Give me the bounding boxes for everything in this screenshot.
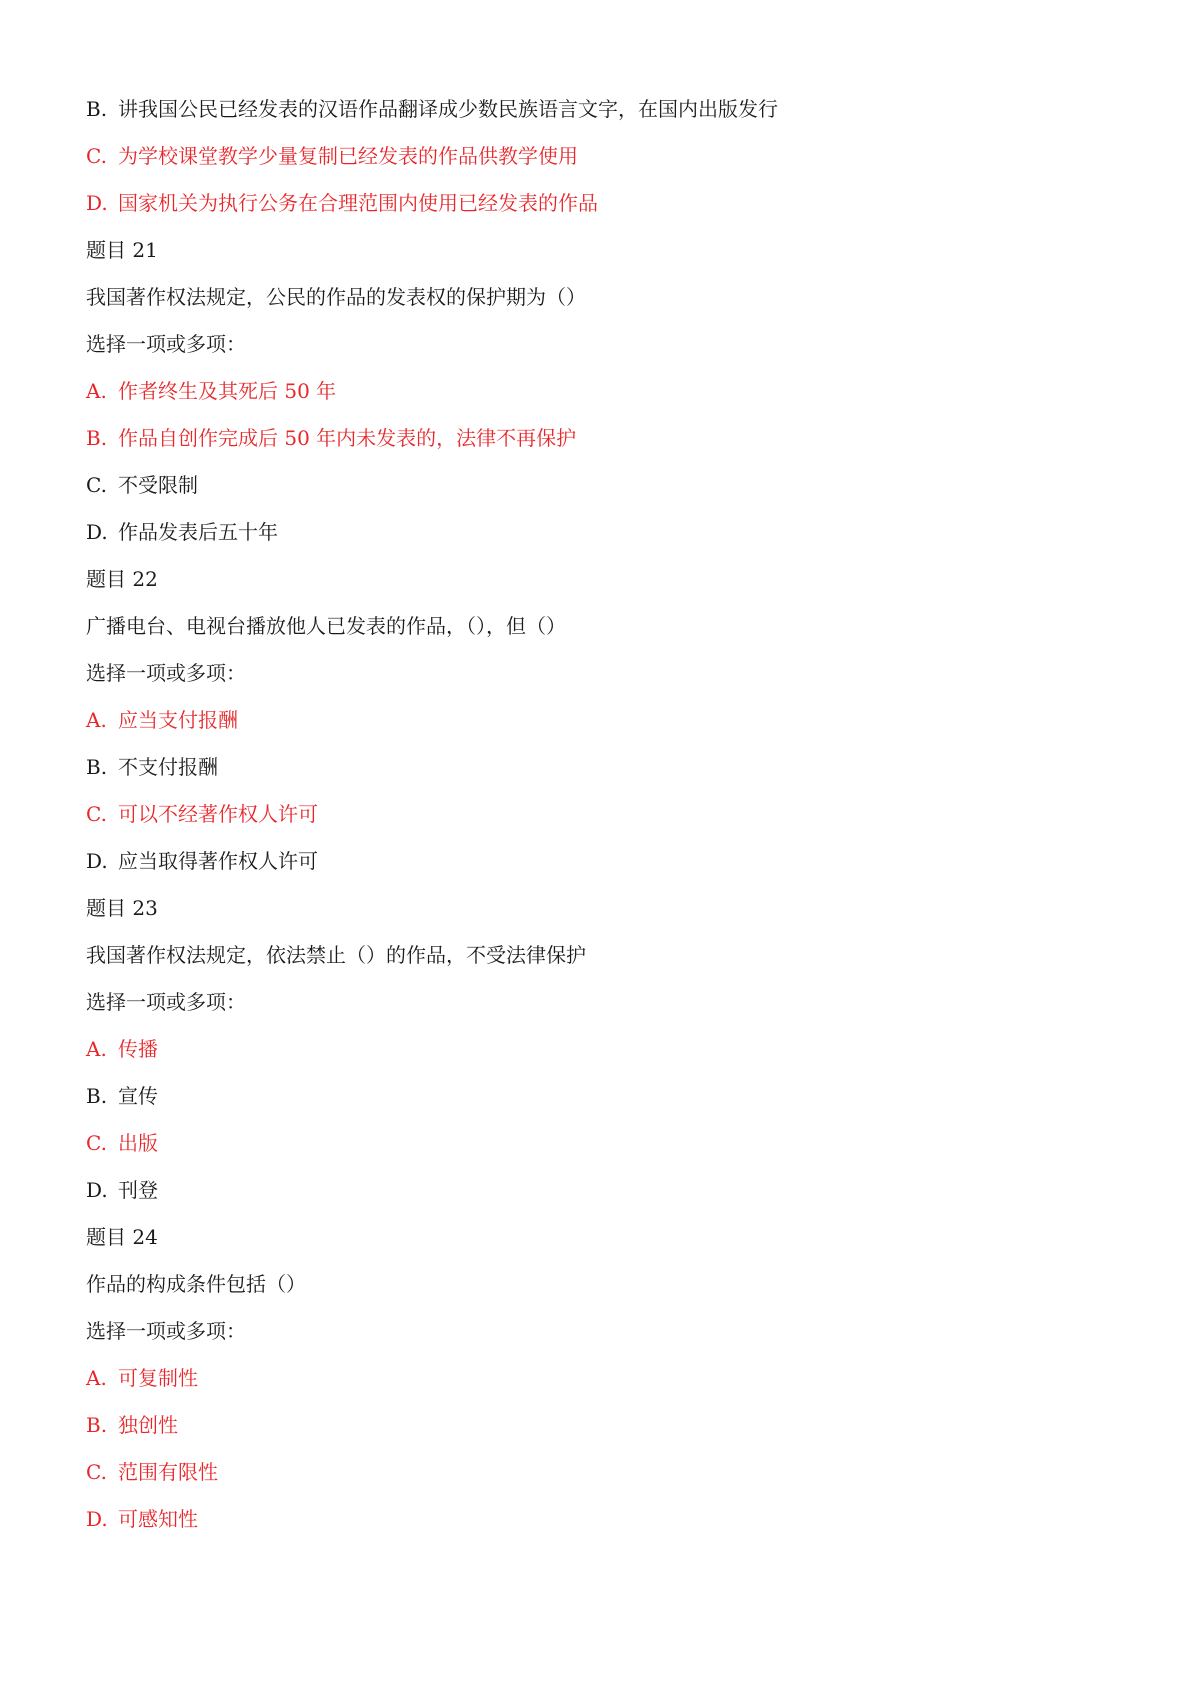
answer-option [86,744,1106,791]
option-text: 宣传 [118,1084,158,1108]
question-prompt: 选择一项或多项： [86,990,246,1014]
option-text: 不支付报酬 [118,755,218,779]
option-letter: D. [86,1178,108,1202]
question-prompt: 选择一项或多项： [86,332,246,356]
answer-option [86,133,1106,180]
option-letter: C. [86,1460,107,1484]
question-prompt: 选择一项或多项： [86,1319,246,1343]
answer-option [86,838,1106,885]
option-text: 可感知性 [118,1507,198,1531]
option-letter: A. [86,379,107,403]
answer-option [86,1026,1106,1073]
answer-option [86,1449,1106,1496]
option-letter: B. [86,1084,108,1108]
answer-option [86,1120,1106,1167]
question-title: 题目 21 [86,238,158,262]
option-text: 可以不经著作权人许可 [118,802,318,826]
option-letter: C. [86,144,107,168]
answer-option [86,697,1106,744]
question-title: 题目 24 [86,1225,158,1249]
option-text: 作品自创作完成后 50 年内未发表的，法律不再保护 [118,426,577,450]
option-text: 刊登 [118,1178,158,1202]
option-letter: B. [86,426,108,450]
option-text: 出版 [118,1131,158,1155]
answer-option [86,1402,1106,1449]
option-letter: B. [86,1413,108,1437]
option-letter: D. [86,1507,108,1531]
option-letter: B. [86,755,108,779]
answer-option [86,509,1106,556]
question-stem: 广播电台、电视台播放他人已发表的作品，（），但（） [86,614,566,638]
question-stem: 我国著作权法规定，公民的作品的发表权的保护期为（） [86,285,586,309]
option-text: 作者终生及其死后 50 年 [118,379,337,403]
option-letter: C. [86,1131,107,1155]
option-text: 不受限制 [118,473,198,497]
option-letter: D. [86,849,108,873]
question-stem: 我国著作权法规定，依法禁止（）的作品，不受法律保护 [86,943,586,967]
answer-option [86,368,1106,415]
option-text: 讲我国公民已经发表的汉语作品翻译成少数民族语言文字，在国内出版发行 [118,97,778,121]
question-prompt: 选择一项或多项： [86,661,246,685]
option-letter: C. [86,473,107,497]
answer-option [86,415,1106,462]
option-text: 可复制性 [118,1366,198,1390]
answer-option [86,791,1106,838]
question-stem: 作品的构成条件包括（） [86,1272,306,1296]
answer-option [86,1073,1106,1120]
option-text: 范围有限性 [118,1460,218,1484]
option-letter: A. [86,1037,107,1061]
answer-option [86,1355,1106,1402]
option-letter: D. [86,520,108,544]
answer-option [86,86,1106,133]
option-letter: A. [86,708,107,732]
answer-option [86,1496,1106,1543]
option-text: 应当取得著作权人许可 [118,849,318,873]
option-letter: A. [86,1366,107,1390]
option-text: 传播 [118,1037,158,1061]
option-letter: D. [86,191,108,215]
option-letter: B. [86,97,108,121]
option-text: 应当支付报酬 [118,708,238,732]
option-text: 为学校课堂教学少量复制已经发表的作品供教学使用 [118,144,578,168]
option-text: 作品发表后五十年 [118,520,278,544]
question-title: 题目 23 [86,896,158,920]
document-content [86,86,1106,1543]
option-letter: C. [86,802,107,826]
option-text: 国家机关为执行公务在合理范围内使用已经发表的作品 [118,191,598,215]
answer-option [86,1167,1106,1214]
answer-option [86,462,1106,509]
question-title: 题目 22 [86,567,158,591]
answer-option [86,180,1106,227]
option-text: 独创性 [118,1413,178,1437]
